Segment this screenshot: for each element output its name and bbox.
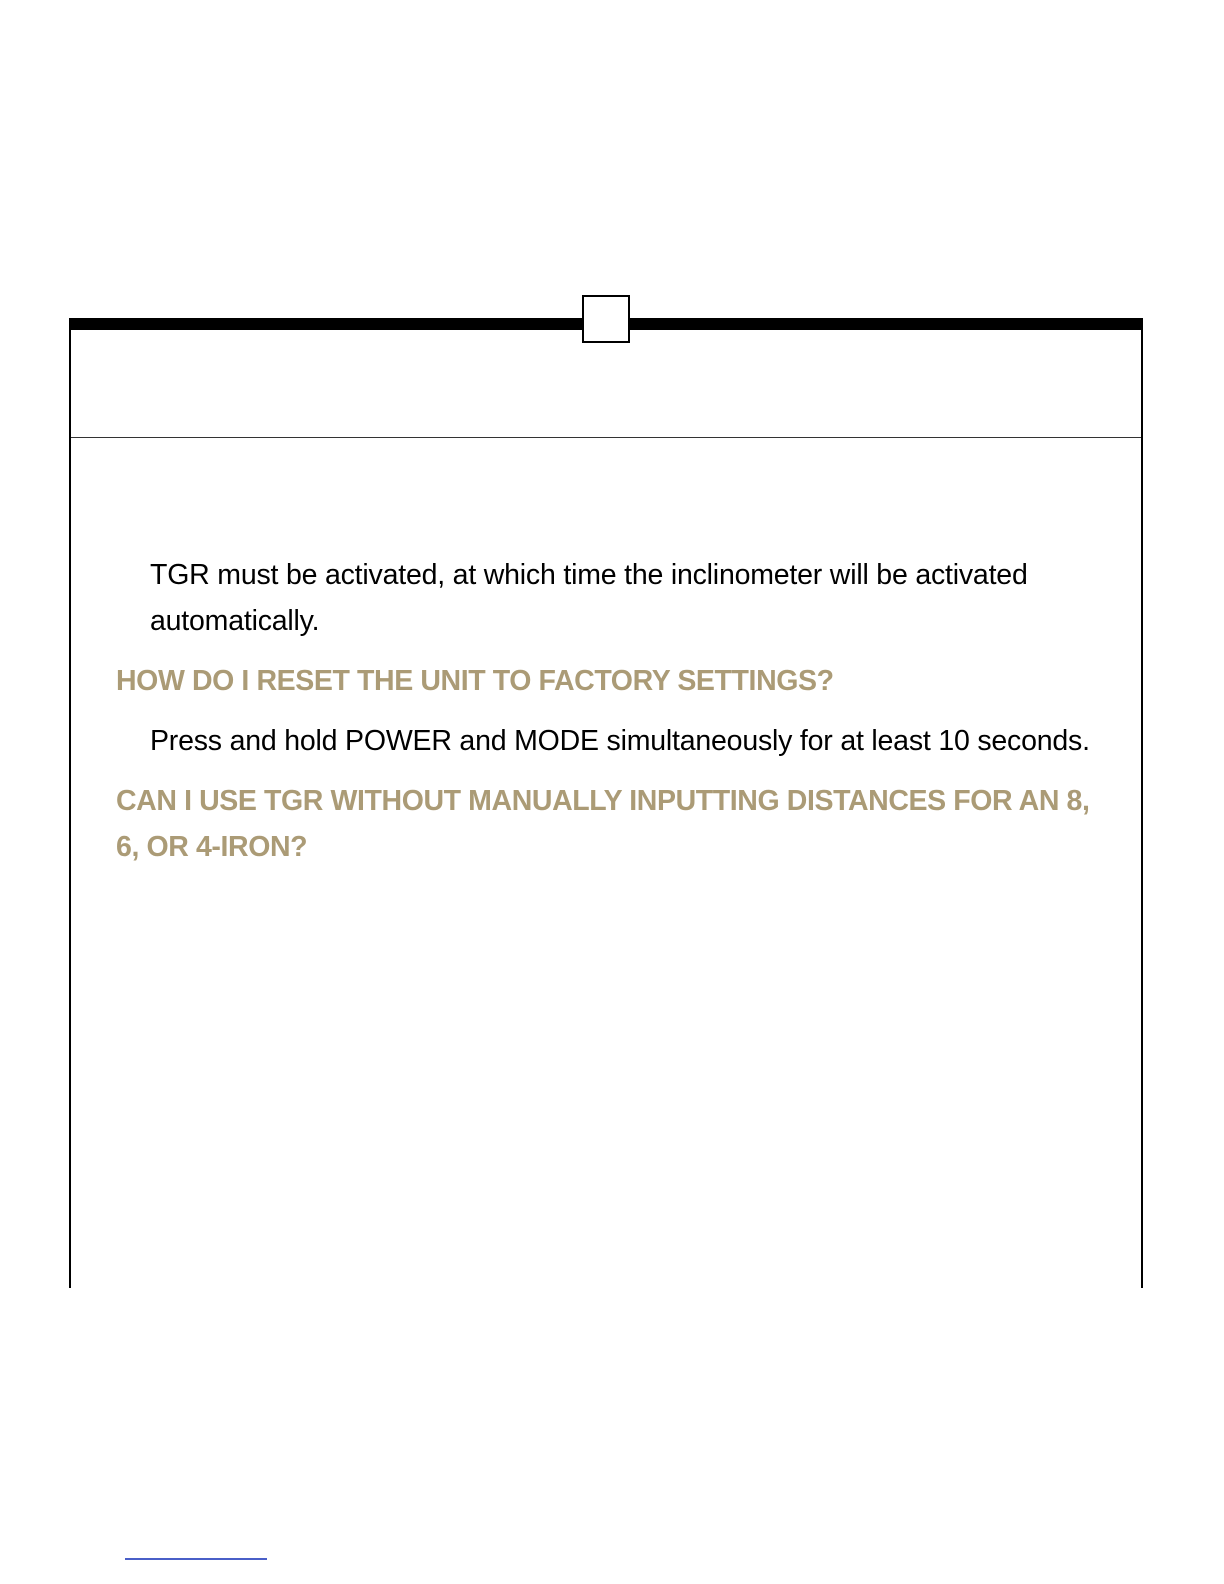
header-divider (71, 437, 1141, 438)
faq-content (116, 552, 1106, 884)
page-number-box (582, 295, 630, 343)
faq-answer-reset: Press and hold POWER and MODE simultaneously for at least 10 seconds. (150, 725, 1090, 757)
faq-question-reset: HOW DO I RESET THE UNIT TO FACTORY SETTINGS? (116, 665, 834, 697)
faq-question-manual-input: CAN I USE TGR WITHOUT MANUALLY INPUTTING DISTANCES FOR AN 8, 6, OR 4-IRON? (116, 785, 1090, 863)
frame-left-border (69, 328, 71, 1288)
footer-link-underline[interactable] (125, 1558, 267, 1560)
faq-answer-inclinometer: TGR must be activated, at which time the inclinometer will be activated automatically. (150, 559, 1028, 637)
frame-right-border (1141, 328, 1143, 1288)
